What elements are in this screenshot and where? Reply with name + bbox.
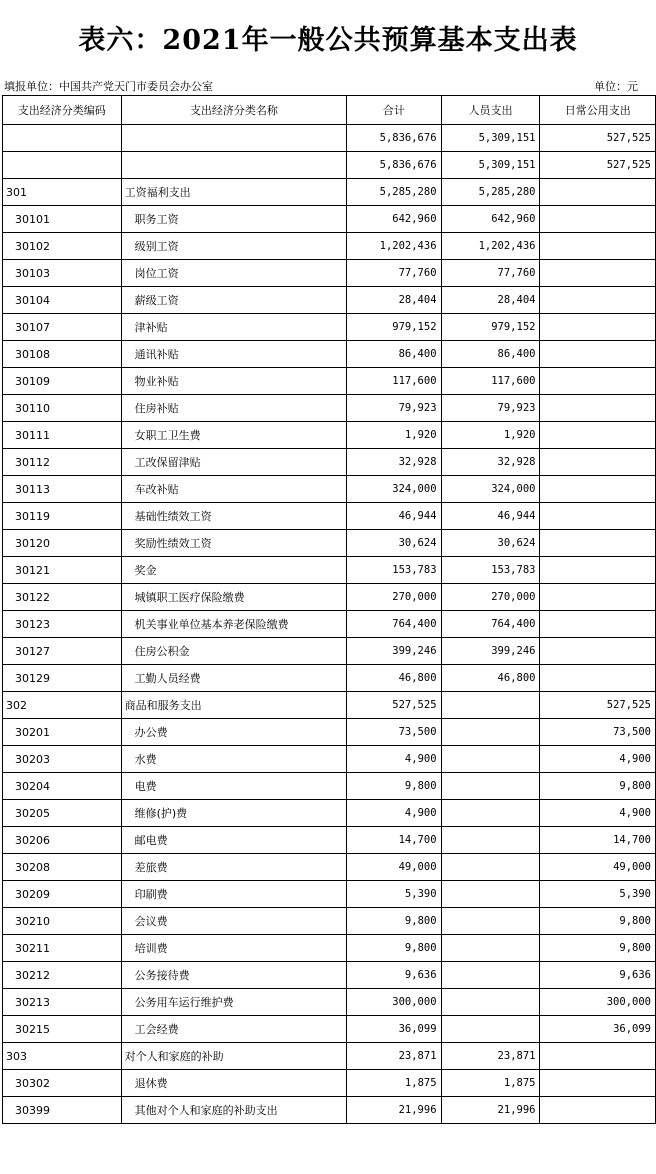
total-cell: 30,624 [347,530,441,557]
table-row [3,881,656,908]
table-row [3,287,656,314]
table-row [3,368,656,395]
code-cell: 30203 [3,746,122,773]
code-cell: 30110 [3,395,122,422]
code-cell: 30127 [3,638,122,665]
name-cell: 印刷费 [121,881,347,908]
public-cell: 9,800 [540,908,656,935]
table-row [3,179,656,206]
public-cell [540,665,656,692]
personnel-cell: 79,923 [441,395,540,422]
public-cell [540,179,656,206]
public-cell: 527,525 [540,125,656,152]
code-cell: 30213 [3,989,122,1016]
name-cell: 物业补贴 [121,368,347,395]
table-row [3,746,656,773]
name-cell: 维修(护)费 [121,800,347,827]
header-name: 支出经济分类名称 [121,96,347,125]
personnel-cell: 117,600 [441,368,540,395]
personnel-cell [441,800,540,827]
personnel-cell: 1,920 [441,422,540,449]
total-cell: 4,900 [347,800,441,827]
personnel-cell [441,854,540,881]
table-row [3,449,656,476]
public-cell [540,233,656,260]
public-cell: 527,525 [540,152,656,179]
code-cell: 30302 [3,1070,122,1097]
total-cell: 399,246 [347,638,441,665]
code-cell: 30208 [3,854,122,881]
public-cell: 300,000 [540,989,656,1016]
personnel-cell: 270,000 [441,584,540,611]
personnel-cell: 21,996 [441,1097,540,1124]
public-cell [540,1043,656,1070]
personnel-cell [441,746,540,773]
name-cell: 工勤人员经费 [121,665,347,692]
page-title: 表六：2021年一般公共预算基本支出表 [78,25,578,56]
public-cell: 73,500 [540,719,656,746]
personnel-cell: 32,928 [441,449,540,476]
personnel-cell: 764,400 [441,611,540,638]
table-row [3,800,656,827]
total-cell: 5,836,676 [347,125,441,152]
personnel-cell: 5,309,151 [441,125,540,152]
total-cell: 77,760 [347,260,441,287]
name-cell: 办公费 [121,719,347,746]
total-cell: 73,500 [347,719,441,746]
header-total: 合计 [347,96,441,125]
personnel-cell [441,962,540,989]
code-cell [3,152,122,179]
table-row [3,638,656,665]
name-cell: 级别工资 [121,233,347,260]
name-cell: 机关事业单位基本养老保险缴费 [121,611,347,638]
total-cell: 1,202,436 [347,233,441,260]
public-cell [540,557,656,584]
table-row [3,1043,656,1070]
personnel-cell: 979,152 [441,314,540,341]
name-cell: 职务工资 [121,206,347,233]
public-cell [540,260,656,287]
code-cell: 30108 [3,341,122,368]
code-cell: 302 [3,692,122,719]
name-cell [121,125,347,152]
public-cell: 5,390 [540,881,656,908]
public-cell [540,611,656,638]
public-cell: 527,525 [540,692,656,719]
total-cell: 300,000 [347,989,441,1016]
name-cell: 培训费 [121,935,347,962]
name-cell: 差旅费 [121,854,347,881]
code-cell: 30215 [3,1016,122,1043]
table-row [3,206,656,233]
table-row [3,395,656,422]
public-cell [540,584,656,611]
public-cell [540,368,656,395]
name-cell: 电费 [121,773,347,800]
code-cell: 30206 [3,827,122,854]
table-row [3,854,656,881]
total-cell: 4,900 [347,746,441,773]
code-cell: 30103 [3,260,122,287]
total-cell: 5,285,280 [347,179,441,206]
total-cell: 979,152 [347,314,441,341]
table-row [3,1097,656,1124]
code-cell: 30113 [3,476,122,503]
personnel-cell: 23,871 [441,1043,540,1070]
name-cell: 工会经费 [121,1016,347,1043]
code-cell: 30120 [3,530,122,557]
table-row [3,503,656,530]
name-cell: 商品和服务支出 [121,692,347,719]
personnel-cell: 86,400 [441,341,540,368]
name-cell: 车改补贴 [121,476,347,503]
code-cell: 30102 [3,233,122,260]
total-cell: 46,800 [347,665,441,692]
total-cell: 14,700 [347,827,441,854]
code-cell: 30104 [3,287,122,314]
name-cell: 水费 [121,746,347,773]
name-cell: 公务用车运行维护费 [121,989,347,1016]
code-cell: 30101 [3,206,122,233]
total-cell: 36,099 [347,1016,441,1043]
name-cell: 工改保留津贴 [121,449,347,476]
code-cell: 30399 [3,1097,122,1124]
name-cell: 基础性绩效工资 [121,503,347,530]
public-cell [540,1070,656,1097]
total-cell: 32,928 [347,449,441,476]
personnel-cell [441,692,540,719]
personnel-cell [441,1016,540,1043]
public-cell [540,422,656,449]
public-cell [540,503,656,530]
public-cell [540,395,656,422]
name-cell: 住房公积金 [121,638,347,665]
total-cell: 642,960 [347,206,441,233]
name-cell: 对个人和家庭的补助 [121,1043,347,1070]
personnel-cell: 1,875 [441,1070,540,1097]
public-cell: 36,099 [540,1016,656,1043]
total-cell: 49,000 [347,854,441,881]
personnel-cell: 399,246 [441,638,540,665]
table-row [3,233,656,260]
code-cell: 303 [3,1043,122,1070]
code-cell [3,125,122,152]
code-cell: 30122 [3,584,122,611]
public-cell: 4,900 [540,746,656,773]
table-row [3,989,656,1016]
table-row [3,692,656,719]
budget-table [2,95,656,1124]
table-row [3,260,656,287]
table-row [3,827,656,854]
name-cell: 公务接待费 [121,962,347,989]
table-row [3,719,656,746]
code-cell: 30205 [3,800,122,827]
total-cell: 1,875 [347,1070,441,1097]
name-cell: 女职工卫生费 [121,422,347,449]
name-cell: 津补贴 [121,314,347,341]
table-row [3,557,656,584]
personnel-cell: 642,960 [441,206,540,233]
personnel-cell: 46,800 [441,665,540,692]
table-row [3,962,656,989]
table-body [3,125,656,1124]
name-cell: 退休费 [121,1070,347,1097]
public-cell: 49,000 [540,854,656,881]
personnel-cell [441,935,540,962]
table-row [3,584,656,611]
public-cell [540,530,656,557]
table-row [3,935,656,962]
public-cell [540,341,656,368]
table-row [3,341,656,368]
personnel-cell [441,719,540,746]
name-cell: 工资福利支出 [121,179,347,206]
header-public: 日常公用支出 [540,96,656,125]
total-cell: 9,636 [347,962,441,989]
table-row [3,422,656,449]
total-cell: 21,996 [347,1097,441,1124]
public-cell [540,287,656,314]
total-cell: 28,404 [347,287,441,314]
currency-unit: 单位：元 [594,80,638,93]
code-cell: 30212 [3,962,122,989]
personnel-cell [441,908,540,935]
total-cell: 46,944 [347,503,441,530]
code-cell: 30210 [3,908,122,935]
table-row [3,314,656,341]
name-cell: 城镇职工医疗保险缴费 [121,584,347,611]
table-header-row [3,96,656,125]
public-cell: 14,700 [540,827,656,854]
total-cell: 270,000 [347,584,441,611]
table-row [3,773,656,800]
name-cell: 住房补贴 [121,395,347,422]
personnel-cell: 28,404 [441,287,540,314]
name-cell: 邮电费 [121,827,347,854]
personnel-cell: 1,202,436 [441,233,540,260]
personnel-cell: 5,285,280 [441,179,540,206]
personnel-cell [441,773,540,800]
code-cell: 30119 [3,503,122,530]
public-cell: 9,800 [540,773,656,800]
personnel-cell: 46,944 [441,503,540,530]
public-cell [540,476,656,503]
personnel-cell: 5,309,151 [441,152,540,179]
name-cell: 会议费 [121,908,347,935]
name-cell: 奖励性绩效工资 [121,530,347,557]
code-cell: 30111 [3,422,122,449]
total-cell: 764,400 [347,611,441,638]
total-cell: 86,400 [347,341,441,368]
name-cell: 薪级工资 [121,287,347,314]
total-cell: 5,390 [347,881,441,908]
code-cell: 30129 [3,665,122,692]
name-cell: 岗位工资 [121,260,347,287]
code-cell: 30201 [3,719,122,746]
public-cell: 4,900 [540,800,656,827]
personnel-cell [441,881,540,908]
public-cell [540,314,656,341]
table-row [3,611,656,638]
personnel-cell: 77,760 [441,260,540,287]
public-cell: 9,800 [540,935,656,962]
name-cell: 奖金 [121,557,347,584]
total-cell: 79,923 [347,395,441,422]
total-cell: 153,783 [347,557,441,584]
reporting-unit: 填报单位：中国共产党天门市委员会办公室 [4,80,213,93]
total-cell: 9,800 [347,773,441,800]
header-code: 支出经济分类编码 [3,96,122,125]
name-cell: 其他对个人和家庭的补助支出 [121,1097,347,1124]
table-row [3,1070,656,1097]
code-cell: 30123 [3,611,122,638]
personnel-cell: 324,000 [441,476,540,503]
table-row [3,530,656,557]
code-cell: 30209 [3,881,122,908]
table-row [3,476,656,503]
personnel-cell [441,989,540,1016]
total-cell: 23,871 [347,1043,441,1070]
name-cell: 通讯补贴 [121,341,347,368]
total-cell: 5,836,676 [347,152,441,179]
personnel-cell [441,827,540,854]
table-row [3,908,656,935]
table-row [3,125,656,152]
code-cell: 30112 [3,449,122,476]
code-cell: 30204 [3,773,122,800]
code-cell: 301 [3,179,122,206]
total-cell: 9,800 [347,908,441,935]
public-cell [540,638,656,665]
code-cell: 30109 [3,368,122,395]
personnel-cell: 30,624 [441,530,540,557]
total-cell: 1,920 [347,422,441,449]
table-row [3,1016,656,1043]
header-personnel: 人员支出 [441,96,540,125]
table-row [3,152,656,179]
code-cell: 30121 [3,557,122,584]
total-cell: 324,000 [347,476,441,503]
name-cell [121,152,347,179]
total-cell: 527,525 [347,692,441,719]
public-cell [540,449,656,476]
public-cell: 9,636 [540,962,656,989]
total-cell: 9,800 [347,935,441,962]
public-cell [540,1097,656,1124]
code-cell: 30107 [3,314,122,341]
total-cell: 117,600 [347,368,441,395]
personnel-cell: 153,783 [441,557,540,584]
code-cell: 30211 [3,935,122,962]
table-row [3,665,656,692]
public-cell [540,206,656,233]
